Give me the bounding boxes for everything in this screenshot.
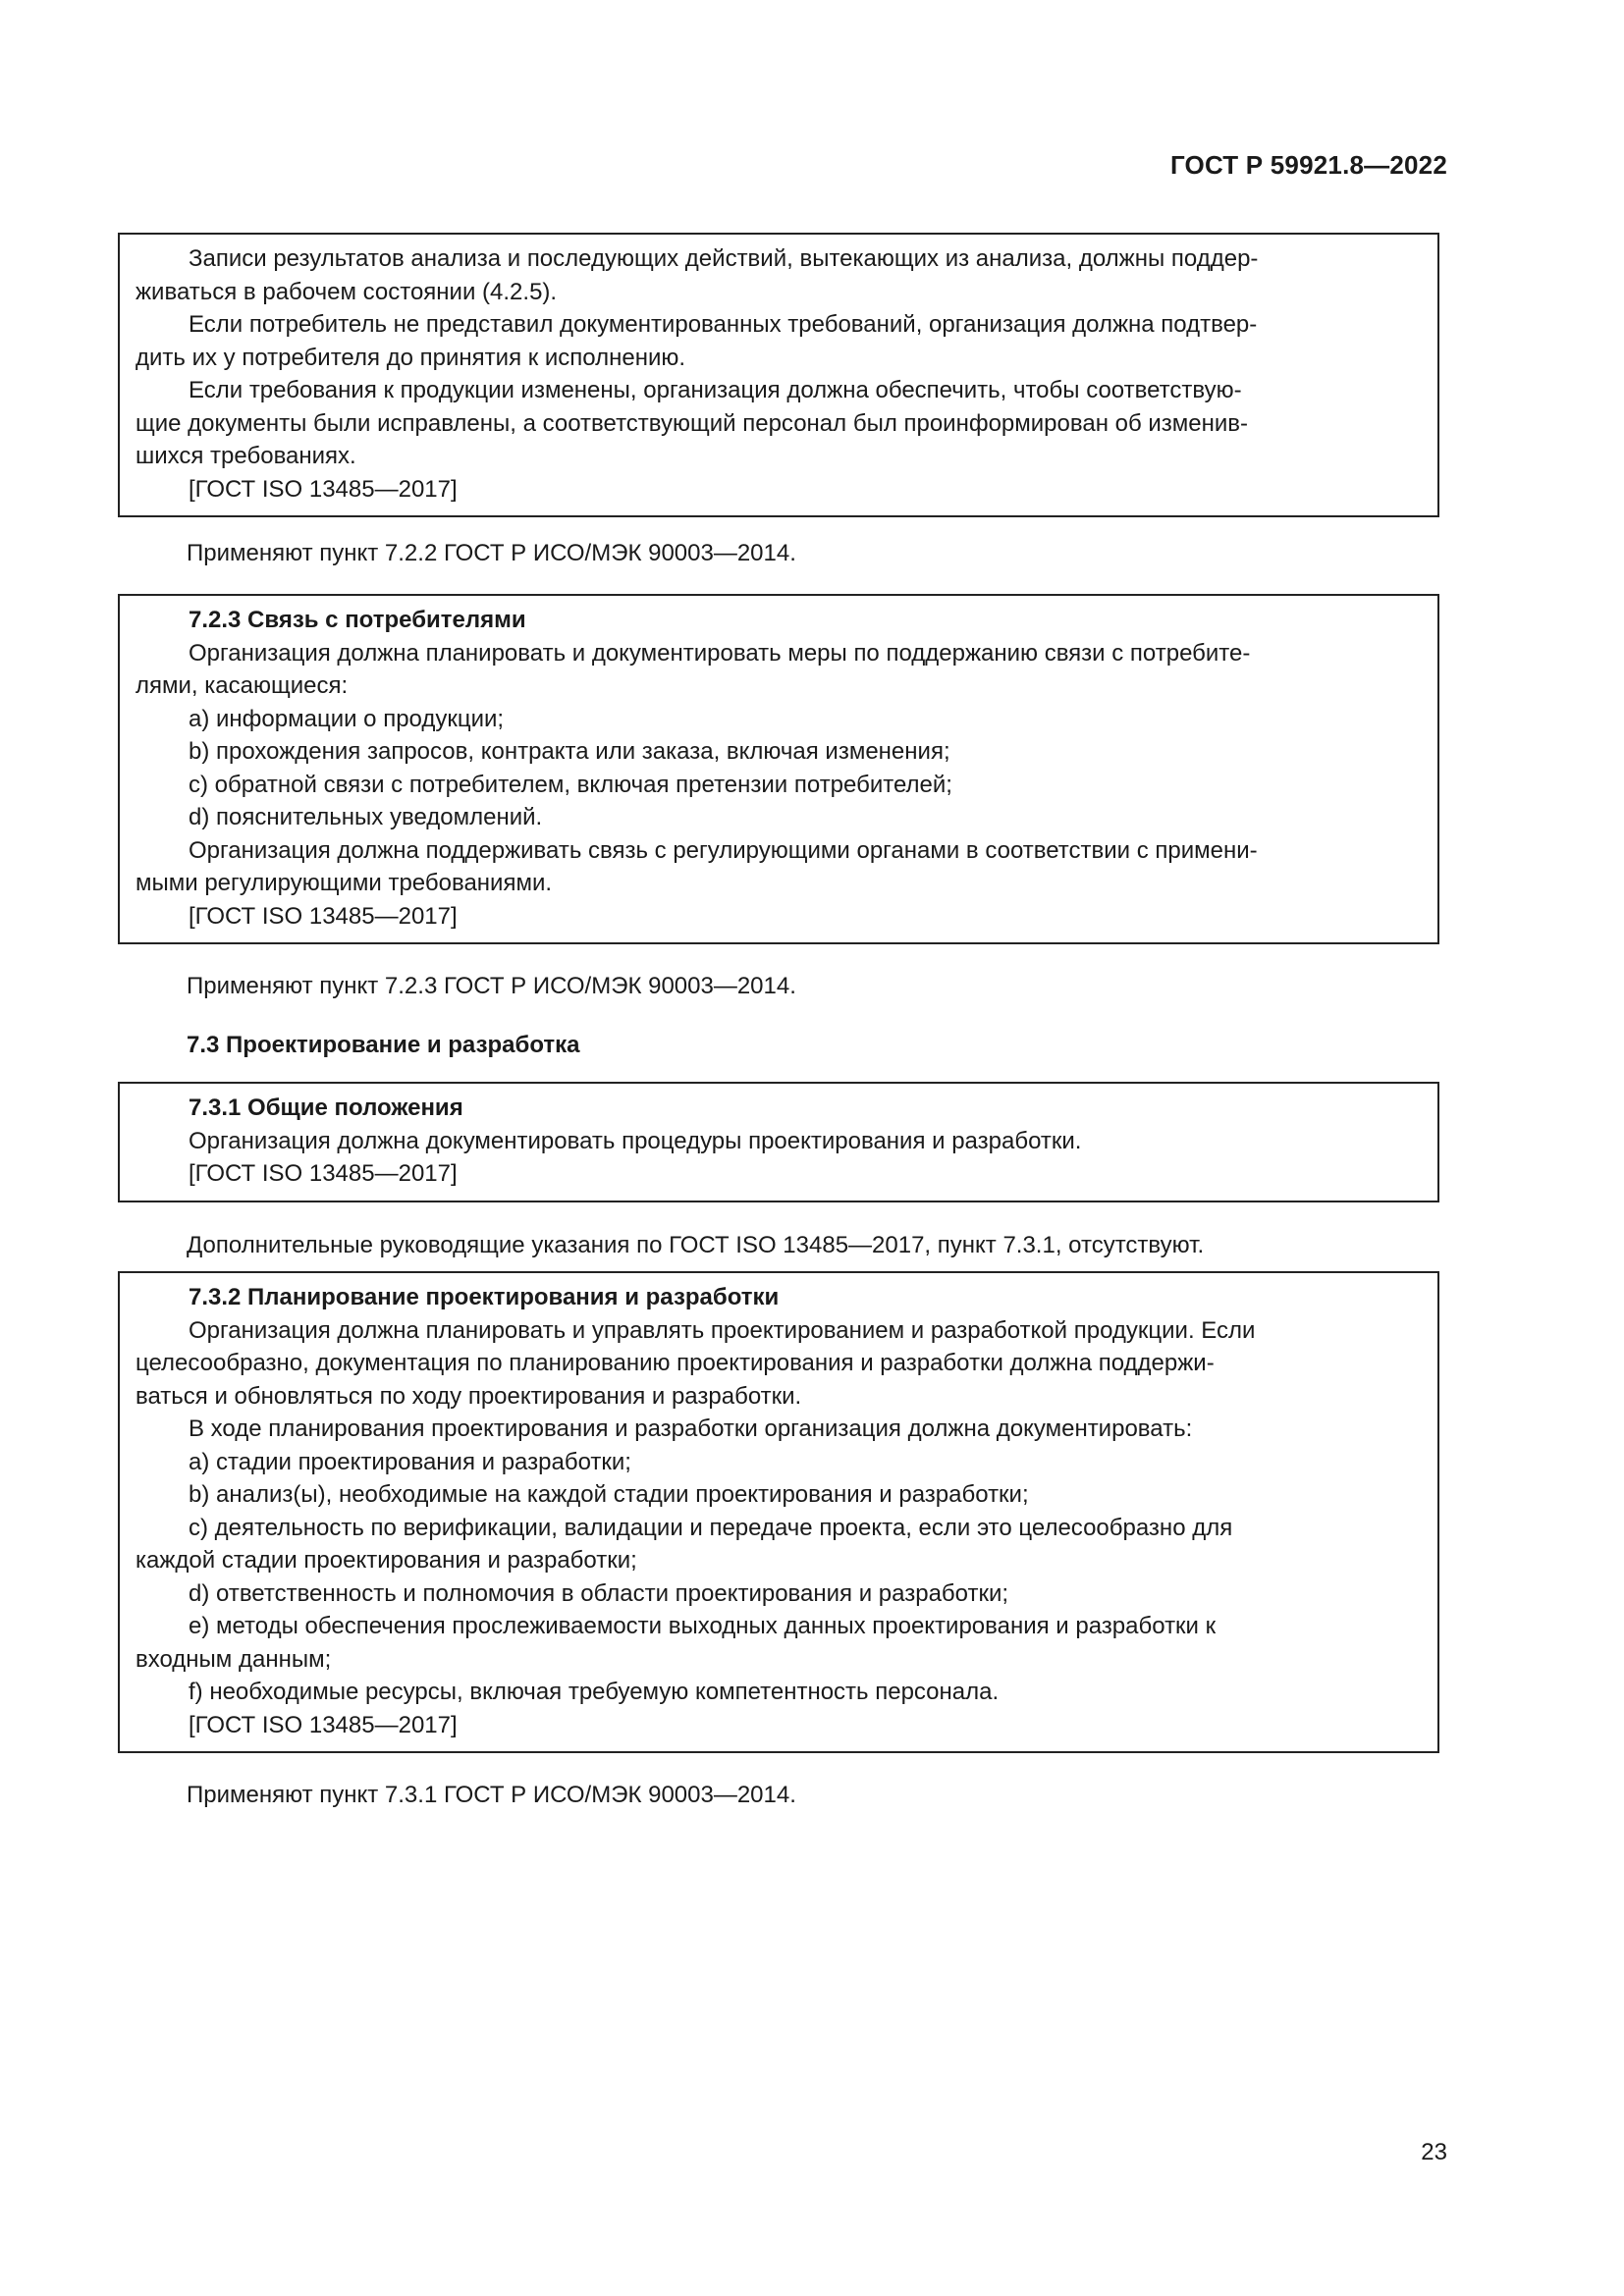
reference-citation: [ГОСТ ISO 13485—2017] — [189, 1160, 458, 1187]
paragraph-line: целесообразно, документация по планированию проектирования и разработки должна поддержи- — [135, 1350, 1215, 1376]
reference-citation: [ГОСТ ISO 13485—2017] — [189, 902, 458, 930]
list-item: f) необходимые ресурсы, включая требуемую компетентность персонала. — [189, 1679, 1000, 1705]
paragraph-line: Если потребитель не представил документированных требований, организация должна подтвер- — [189, 311, 1258, 338]
paragraph-line: Организация должна документировать процедуры проектирования и разработки. — [189, 1127, 1082, 1154]
list-item: b) прохождения запросов, контракта или заказа, включая изменения; — [189, 738, 950, 765]
application-note: Применяют пункт 7.3.1 ГОСТ Р ИСО/МЭК 90003—2014. — [187, 1782, 796, 1808]
paragraph-line: Записи результатов анализа и последующих действий, вытекающих из анализа, должны поддер- — [189, 245, 1259, 272]
paragraph-line: Если требования к продукции изменены, организация должна обеспечить, чтобы соответствую- — [189, 377, 1242, 403]
list-item-continuation: входным данным; — [135, 1645, 332, 1673]
page-number: 23 — [1421, 2139, 1447, 2165]
list-item: b) анализ(ы), необходимые на каждой стадии проектирования и разработки; — [189, 1481, 1029, 1508]
section-heading-7-3: 7.3 Проектирование и разработка — [187, 1032, 580, 1058]
paragraph-line: Организация должна поддерживать связь с регулирующими органами в соответствии с примени- — [189, 836, 1258, 864]
list-item: c) деятельность по верификации, валидации и передаче проекта, если это целесообразно для — [189, 1514, 1233, 1541]
paragraph-line: мыми регулирующими требованиями. — [135, 870, 553, 896]
application-note: Дополнительные руководящие указания по ГОСТ ISO 13485—2017, пункт 7.3.1, отсутствуют. — [187, 1232, 1205, 1258]
paragraph-line: ваться и обновляться по ходу проектирования и разработки. — [135, 1382, 802, 1410]
quote-box-customer-communication — [118, 594, 1439, 944]
section-heading: 7.2.3 Связь с потребителями — [189, 607, 526, 633]
list-item: d) ответственность и полномочия в области проектирования и разработки; — [189, 1579, 1009, 1607]
quote-box-general — [118, 1082, 1439, 1202]
paragraph-line: Организация должна планировать и управлять проектированием и разработкой продукции. Если — [189, 1316, 1256, 1344]
paragraph-line: живаться в рабочем состоянии (4.2.5). — [135, 278, 558, 305]
section-heading: 7.3.1 Общие положения — [189, 1095, 463, 1121]
list-item: a) информации о продукции; — [189, 705, 505, 732]
paragraph-line: щие документы были исправлены, а соответствующий персонал был проинформирован об изменив- — [135, 409, 1249, 437]
list-item: a) стадии проектирования и разработки; — [189, 1448, 631, 1475]
paragraph-line: дить их у потребителя до принятия к исполнению. — [135, 344, 686, 371]
reference-citation: [ГОСТ ISO 13485—2017] — [189, 1711, 458, 1738]
list-item: d) пояснительных уведомлений. — [189, 804, 543, 830]
list-item: c) обратной связи с потребителем, включая претензии потребителей; — [189, 771, 952, 798]
paragraph-line: лями, касающиеся: — [135, 672, 349, 699]
application-note: Применяют пункт 7.2.2 ГОСТ Р ИСО/МЭК 90003—2014. — [187, 540, 796, 566]
paragraph-line: В ходе планирования проектирования и разработки организация должна документировать: — [189, 1415, 1193, 1442]
quote-box-review-records — [118, 233, 1439, 517]
reference-citation: [ГОСТ ISO 13485—2017] — [189, 475, 458, 503]
quote-box-design-planning — [118, 1271, 1439, 1753]
list-item: e) методы обеспечения прослеживаемости выходных данных проектирования и разработки к — [189, 1613, 1217, 1639]
paragraph-line: шихся требованиях. — [135, 443, 356, 469]
list-item-continuation: каждой стадии проектирования и разработки; — [135, 1547, 637, 1574]
application-note: Применяют пункт 7.2.3 ГОСТ Р ИСО/МЭК 90003—2014. — [187, 973, 796, 999]
section-heading: 7.3.2 Планирование проектирования и разработки — [189, 1284, 780, 1310]
document-code: ГОСТ Р 59921.8—2022 — [1169, 150, 1447, 180]
paragraph-line: Организация должна планировать и документировать меры по поддержанию связи с потребите- — [189, 639, 1251, 667]
